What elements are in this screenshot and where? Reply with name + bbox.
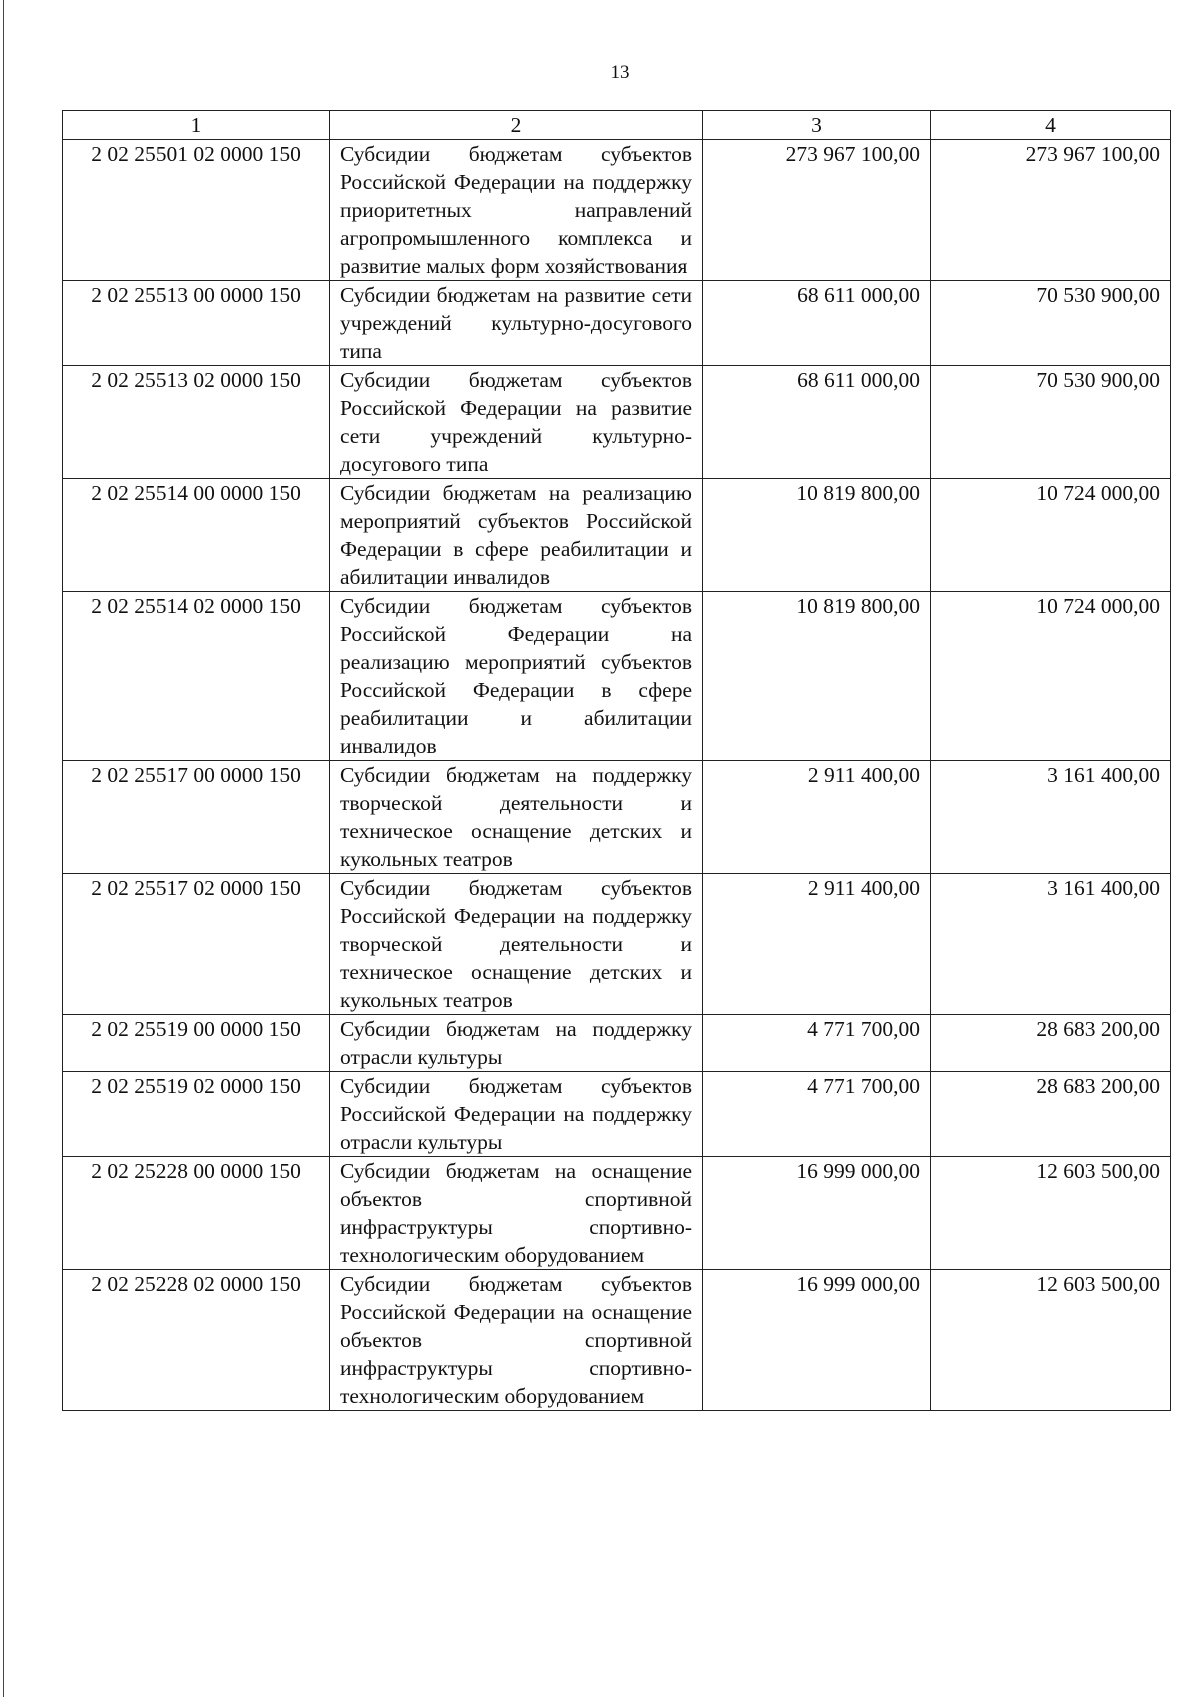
budget-table: [62, 110, 1171, 1411]
row-name: Субсидии бюджетам субъектов Российской Федерации на оснащение объектов спортивной инфраструктуры спортивно-технологическим оборудованием: [330, 1270, 703, 1411]
row-amount-col3: 68 611 000,00: [703, 366, 931, 479]
row-code: 2 02 25228 02 0000 150: [63, 1270, 330, 1411]
row-amount-col3: 16 999 000,00: [703, 1270, 931, 1411]
row-amount-col4: 3 161 400,00: [931, 761, 1171, 874]
row-name: Субсидии бюджетам на реализацию мероприятий субъектов Российской Федерации в сфере реабилитации и абилитации инвалидов: [330, 479, 703, 592]
row-amount-col4: 70 530 900,00: [931, 281, 1171, 366]
row-amount-col3: 2 911 400,00: [703, 761, 931, 874]
table-row: [63, 592, 1171, 761]
row-name: Субсидии бюджетам на оснащение объектов спортивной инфраструктуры спортивно-технологическим оборудованием: [330, 1157, 703, 1270]
header-col-2: 2: [330, 111, 703, 140]
row-code: 2 02 25513 00 0000 150: [63, 281, 330, 366]
row-amount-col4: 28 683 200,00: [931, 1015, 1171, 1072]
row-amount-col3: 2 911 400,00: [703, 874, 931, 1015]
row-amount-col3: 273 967 100,00: [703, 140, 931, 281]
table-row: [63, 1072, 1171, 1157]
row-code: 2 02 25228 00 0000 150: [63, 1157, 330, 1270]
row-code: 2 02 25519 02 0000 150: [63, 1072, 330, 1157]
table-row: [63, 1157, 1171, 1270]
row-amount-col4: 12 603 500,00: [931, 1157, 1171, 1270]
table-row: [63, 281, 1171, 366]
row-name: Субсидии бюджетам субъектов Российской Федерации на реализацию мероприятий субъектов Российской Федерации в сфере реабилитации и абилитации инвалидов: [330, 592, 703, 761]
row-code: 2 02 25517 00 0000 150: [63, 761, 330, 874]
table-row: [63, 479, 1171, 592]
row-amount-col4: 12 603 500,00: [931, 1270, 1171, 1411]
row-code: 2 02 25501 02 0000 150: [63, 140, 330, 281]
row-name: Субсидии бюджетам субъектов Российской Федерации на поддержку творческой деятельности и техническое оснащение детских и кукольных театров: [330, 874, 703, 1015]
table-row: [63, 874, 1171, 1015]
row-name: Субсидии бюджетам субъектов Российской Федерации на развитие сети учреждений культурно-досугового типа: [330, 366, 703, 479]
table-row: [63, 1015, 1171, 1072]
row-name: Субсидии бюджетам на поддержку отрасли культуры: [330, 1015, 703, 1072]
row-code: 2 02 25513 02 0000 150: [63, 366, 330, 479]
row-amount-col3: 10 819 800,00: [703, 592, 931, 761]
row-amount-col3: 16 999 000,00: [703, 1157, 931, 1270]
row-amount-col4: 273 967 100,00: [931, 140, 1171, 281]
page-edge-line: [3, 0, 4, 1697]
row-name: Субсидии бюджетам субъектов Российской Федерации на поддержку отрасли культуры: [330, 1072, 703, 1157]
row-amount-col4: 10 724 000,00: [931, 479, 1171, 592]
table-row: [63, 1270, 1171, 1411]
row-amount-col3: 4 771 700,00: [703, 1015, 931, 1072]
row-name: Субсидии бюджетам на поддержку творческой деятельности и техническое оснащение детских и кукольных театров: [330, 761, 703, 874]
row-amount-col3: 10 819 800,00: [703, 479, 931, 592]
row-amount-col3: 4 771 700,00: [703, 1072, 931, 1157]
page-number: 13: [610, 62, 630, 83]
table-header-row: [63, 111, 1171, 140]
header-col-3: 3: [703, 111, 931, 140]
table-row: [63, 366, 1171, 479]
row-amount-col4: 10 724 000,00: [931, 592, 1171, 761]
row-code: 2 02 25519 00 0000 150: [63, 1015, 330, 1072]
row-amount-col4: 3 161 400,00: [931, 874, 1171, 1015]
row-name: Субсидии бюджетам на развитие сети учреждений культурно-досугового типа: [330, 281, 703, 366]
table-row: [63, 761, 1171, 874]
row-name: Субсидии бюджетам субъектов Российской Федерации на поддержку приоритетных направлений агропромышленного комплекса и развитие малых форм хозяйствования: [330, 140, 703, 281]
header-col-4: 4: [931, 111, 1171, 140]
row-code: 2 02 25517 02 0000 150: [63, 874, 330, 1015]
header-col-1: 1: [63, 111, 330, 140]
row-code: 2 02 25514 00 0000 150: [63, 479, 330, 592]
table-row: [63, 140, 1171, 281]
row-amount-col4: 28 683 200,00: [931, 1072, 1171, 1157]
row-amount-col4: 70 530 900,00: [931, 366, 1171, 479]
row-code: 2 02 25514 02 0000 150: [63, 592, 330, 761]
row-amount-col3: 68 611 000,00: [703, 281, 931, 366]
